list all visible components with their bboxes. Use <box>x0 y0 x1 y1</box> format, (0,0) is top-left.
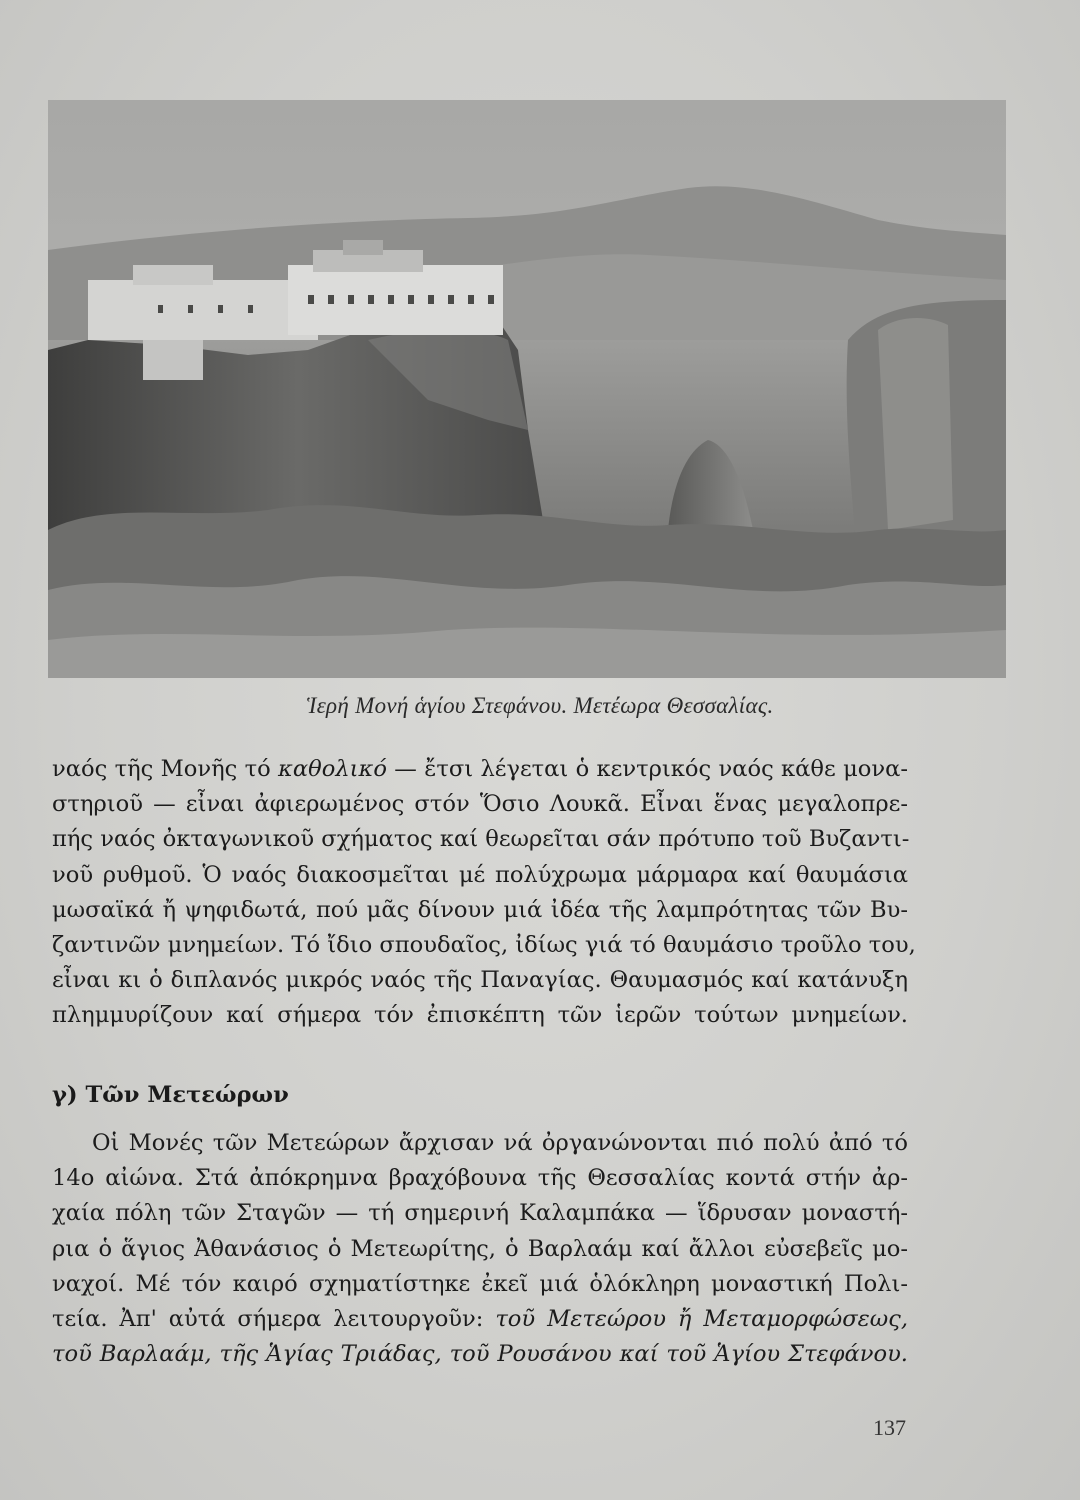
text-line: τοῦ Βαρλαάμ, τῆς Ἁγίας Τριάδας, τοῦ Ρουσάνου καί τοῦ Ἁγίου Στεφάνου. <box>52 1341 908 1368</box>
text-line: ζαντινῶν μνημείων. Τό ἴδιο σπουδαῖος, ἰδίως γιά τό θαυμάσιο τροῦλο του, <box>52 931 916 958</box>
paragraph-1 <box>52 752 916 1034</box>
text-line: νοῦ ρυθμοῦ. Ὁ ναός διακοσμεῖται μέ πολύχρωμα μάρμαρα καί θαυμάσια <box>52 861 908 888</box>
text-line: τεία. Ἀπ' αὐτά σήμερα λειτουργοῦν: τοῦ Μετεώρου ἤ Μεταμορφώσεως, <box>52 1305 909 1332</box>
text-line: εἶναι κι ὁ διπλανός μικρός ναός τῆς Παναγίας. Θαυμασμός καί κατάνυξη <box>52 967 908 994</box>
text-line: 14ο αἰώνα. Στά ἀπόκρημνα βραχόβουνα τῆς Θεσσαλίας κοντά στήν ἀρ- <box>52 1165 908 1192</box>
text-line: πλημμυρίζουν καί σήμερα τόν ἐπισκέπτη τῶν ἱερῶν τούτων μνημείων. <box>52 1002 908 1029</box>
page-number: 137 <box>873 1415 906 1440</box>
text-line: χαία πόλη τῶν Σταγῶν — τή σημερινή Καλαμπάκα — ἵδρυσαν μοναστή- <box>52 1200 908 1227</box>
text-line: μωσαϊκά ἤ ψηφιδωτά, πού μᾶς δίνουν μιά ἰδέα τῆς λαμπρότητας τῶν Βυ- <box>52 896 908 923</box>
text-line: στηριοῦ — εἶναι ἀφιερωμένος στόν Ὅσιο Λουκᾶ. Εἶναι ἕνας μεγαλοπρε- <box>52 791 908 818</box>
text-line: Οἱ Μονές τῶν Μετεώρων ἄρχισαν νά ὀργανώνονται πιό πολύ ἀπό τό <box>92 1130 908 1156</box>
text-line: ρια ὁ ἅγιος Ἀθανάσιος ὁ Μετεωρίτης, ὁ Βαρλαάμ καί ἄλλοι εὐσεβεῖς μο- <box>52 1235 908 1262</box>
text-line: ναός τῆς Μονῆς τό καθολικό — ἔτσι λέγεται ὁ κεντρικός ναός κάθε μονα- <box>52 756 908 782</box>
photo-caption: Ἱερή Μονή ἁγίου Στεφάνου. Μετέωρα Θεσσαλίας. <box>306 693 774 718</box>
section-heading: γ) Τῶν Μετεώρων <box>52 1082 289 1108</box>
text-line: πής ναός ὀκταγωνικοῦ σχήματος καί θεωρεῖται σάν πρότυπο τοῦ Βυζαντι- <box>52 826 910 853</box>
monastery-photo <box>48 100 1006 678</box>
text-line: ναχοί. Μέ τόν καιρό σχηματίστηκε ἐκεῖ μιά ὁλόκληρη μοναστική Πολι- <box>52 1270 908 1297</box>
paragraph-2 <box>52 1126 908 1372</box>
